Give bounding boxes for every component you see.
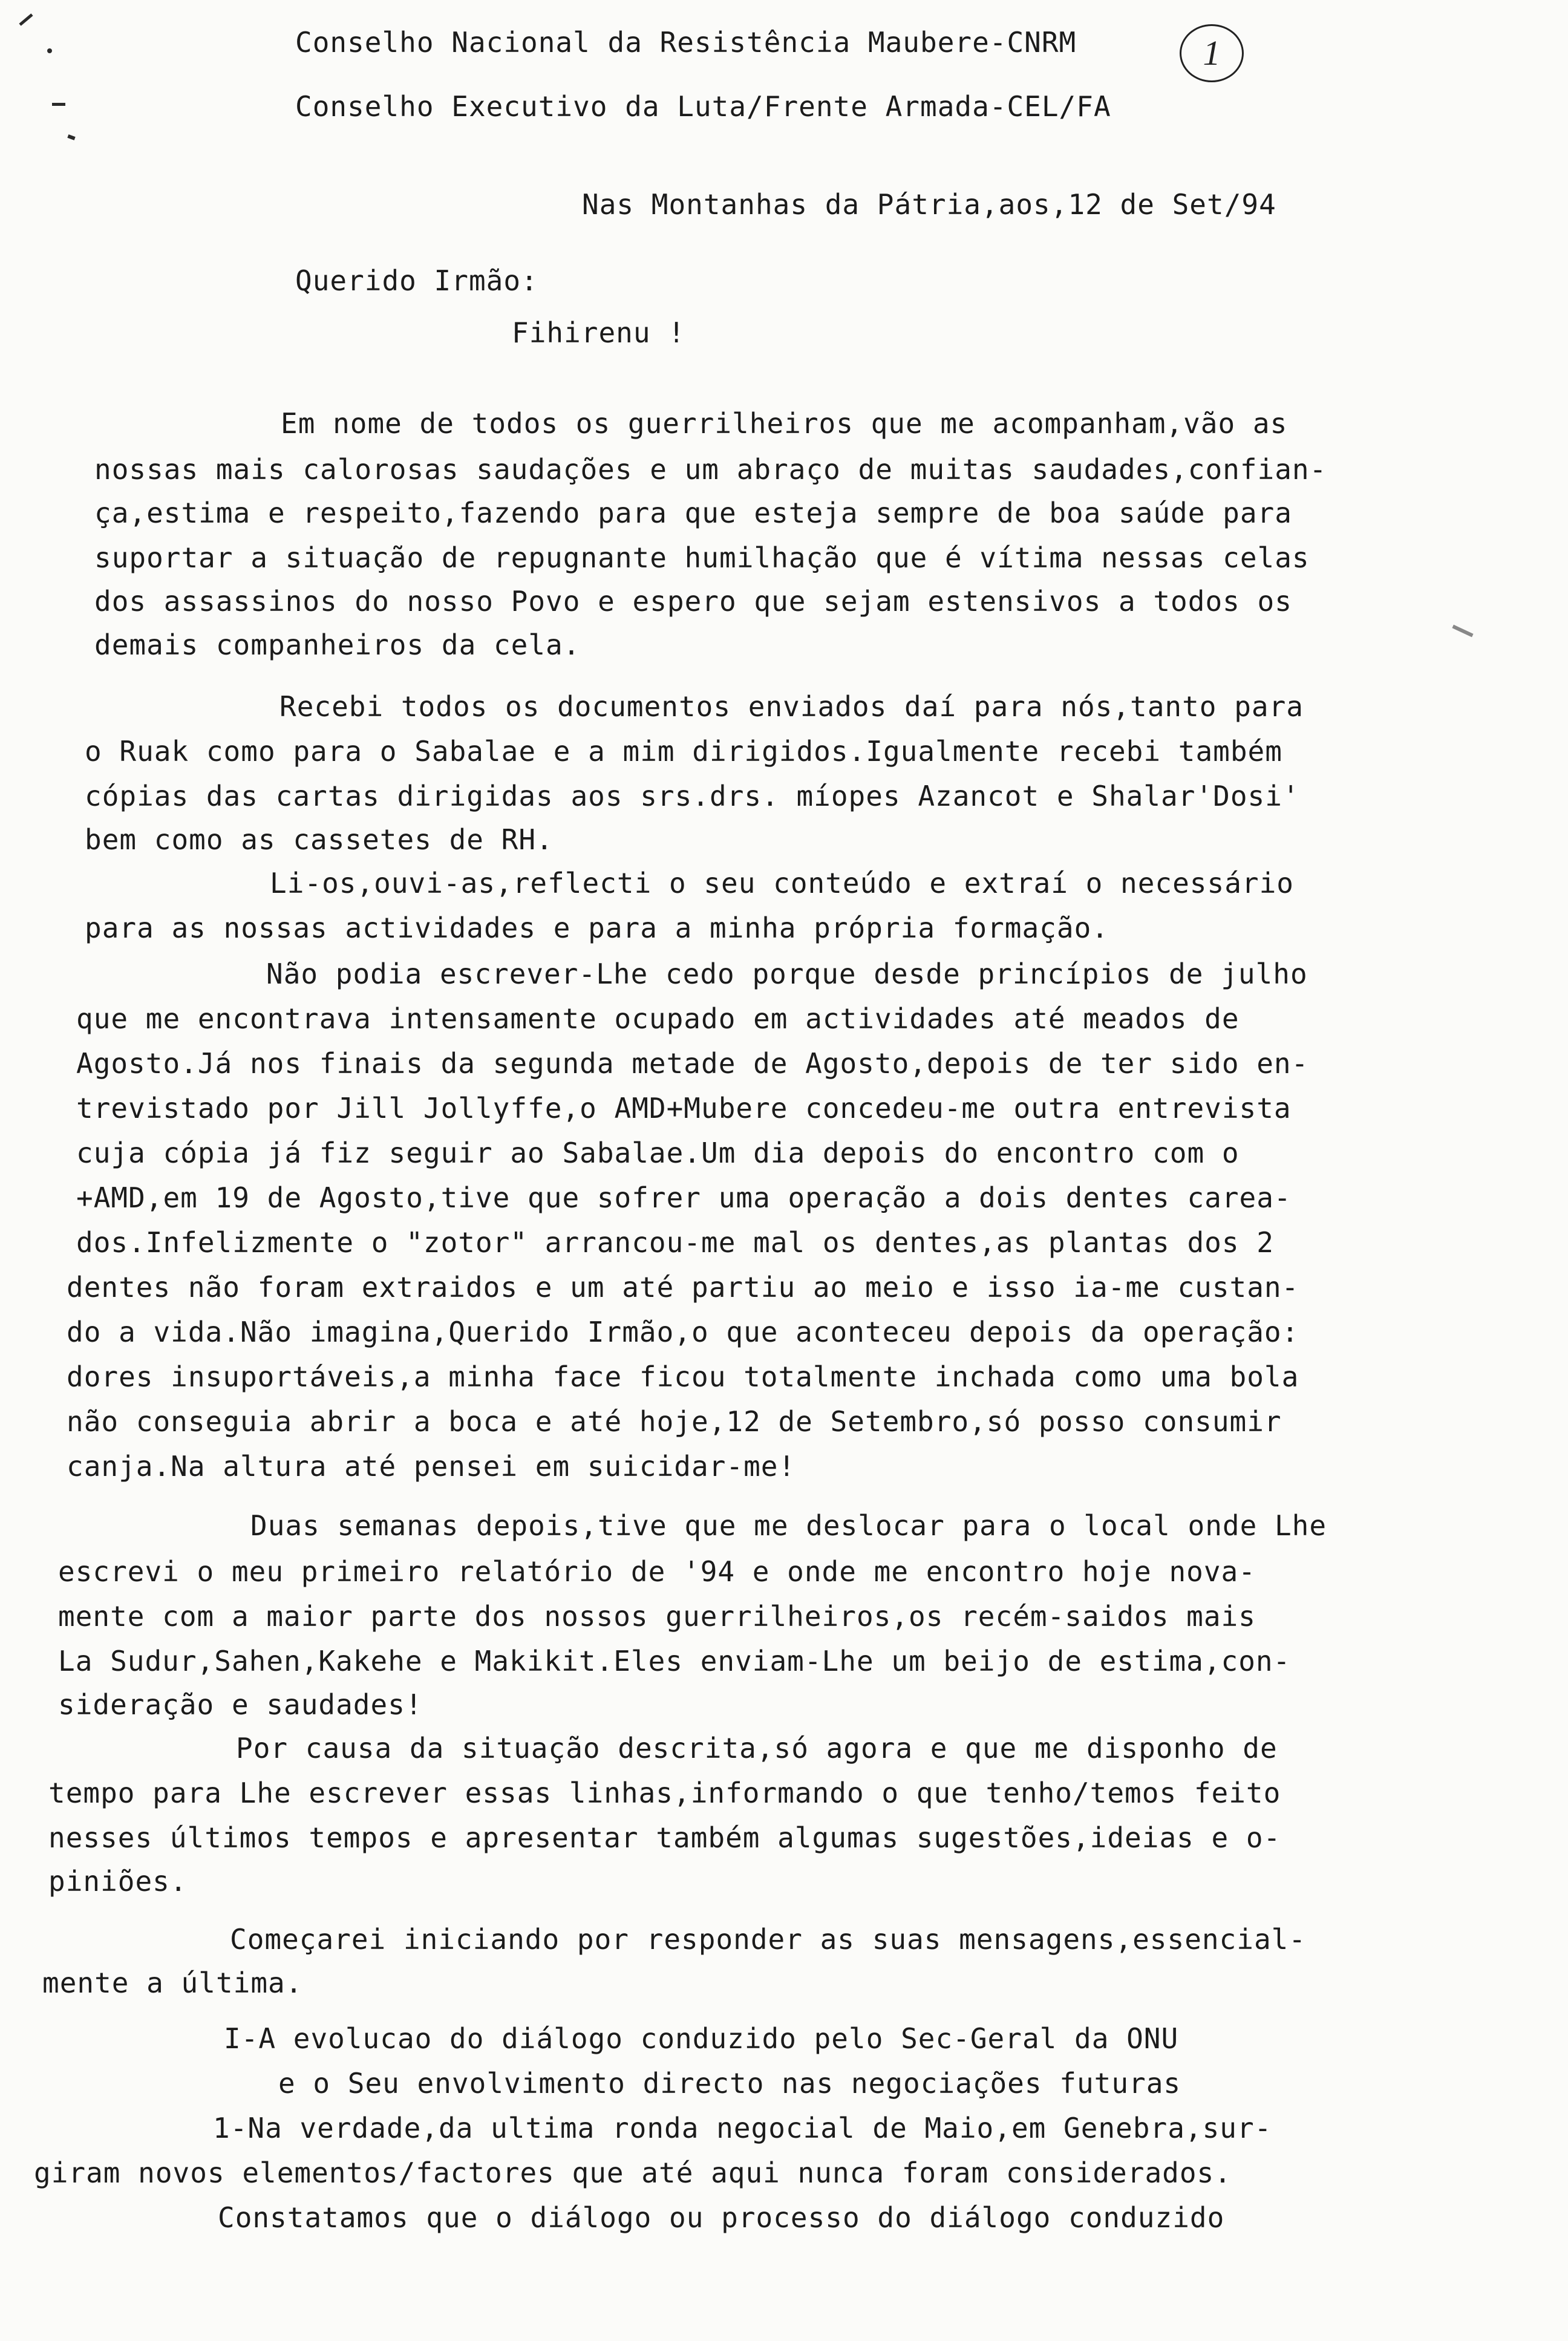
body-line: escrevi o meu primeiro relatório de '94 e onde me encontro hoje nova- [58,1555,1256,1588]
body-line: o Ruak como para o Sabalae e a mim dirigidos.Igualmente recebi também [85,735,1282,768]
body-line: não conseguia abrir a boca e até hoje,12 de Setembro,só posso consumir [67,1405,1282,1438]
body-line: sideração e saudades! [58,1688,423,1721]
scan-mark [47,48,52,53]
body-line: suportar a situação de repugnante humilhação que é vítima nessas celas [94,541,1310,574]
body-line: mente com a maior parte dos nossos guerrilheiros,os recém-saidos mais [58,1600,1256,1633]
body-line: do a vida.Não imagina,Querido Irmão,o que aconteceu depois da operação: [67,1316,1299,1348]
body-line: bem como as cassetes de RH. [85,823,554,856]
body-line: Recebi todos os documentos enviados daí para nós,tanto para [279,690,1304,723]
body-line: 1-Na verdade,da ultima ronda negocial de Maio,em Genebra,sur- [213,2112,1272,2144]
body-line: que me encontrava intensamente ocupado em actividades até meados de [76,1002,1240,1035]
scan-mark [1452,625,1473,638]
scan-mark [67,134,75,140]
body-line: La Sudur,Sahen,Kakehe e Makikit.Eles enviam-Lhe um beijo de estima,con- [58,1645,1291,1677]
body-line: piniões. [48,1865,188,1898]
salutation: Querido Irmão: [295,264,538,297]
scan-mark [52,103,65,106]
body-line: Duas semanas depois,tive que me deslocar para o local onde Lhe [250,1509,1327,1542]
header-line: Conselho Executivo da Luta/Frente Armada-CEL/FA [295,90,1111,123]
place-date: Nas Montanhas da Pátria,aos,12 de Set/94 [582,188,1276,221]
body-line: Agosto.Já nos finais da segunda metade de Agosto,depois de ter sido en- [76,1047,1309,1080]
body-line: canja.Na altura até pensei em suicidar-me! [67,1450,796,1483]
body-line: cuja cópia já fiz seguir ao Sabalae.Um dia depois do encontro com o [76,1137,1240,1169]
body-line: Li-os,ouvi-as,reflecti o seu conteúdo e extraí o necessário [270,867,1294,900]
body-line: para as nossas actividades e para a minha própria formação. [85,912,1109,944]
scan-mark [19,13,33,26]
body-line: dos assassinos do nosso Povo e espero que sejam estensivos a todos os [94,585,1292,618]
body-line: tempo para Lhe escrever essas linhas,informando o que tenho/temos feito [48,1777,1281,1809]
body-line: Começarei iniciando por responder as suas mensagens,essencial- [230,1923,1307,1956]
body-line: mente a última. [42,1967,303,1999]
section-heading: I-A evolucao do diálogo conduzido pelo Sec-Geral da ONU [224,2022,1179,2055]
body-line: ça,estima e respeito,fazendo para que esteja sempre de boa saúde para [94,497,1292,529]
body-line: Constatamos que o diálogo ou processo do diálogo conduzido [218,2201,1225,2234]
body-line: dores insuportáveis,a minha face ficou totalmente inchada como uma bola [67,1360,1299,1393]
body-line: +AMD,em 19 de Agosto,tive que sofrer uma operação a dois dentes carea- [76,1181,1292,1214]
section-heading: e o Seu envolvimento directo nas negociações futuras [278,2067,1181,2100]
body-line: dos.Infelizmente o "zotor" arrancou-me mal os dentes,as plantas dos 2 [76,1226,1274,1259]
body-line: cópias das cartas dirigidas aos srs.drs. míopes Azancot e Shalar'Dosi' [85,780,1300,812]
body-line: giram novos elementos/factores que até aqui nunca foram considerados. [34,2157,1232,2189]
body-line: dentes não foram extraidos e um até partiu ao meio e isso ia-me custan- [67,1271,1299,1304]
header-line: Conselho Nacional da Resistência Maubere-CNRM [295,26,1077,59]
body-line: demais companheiros da cela. [94,629,581,661]
page-number: 1 [1180,24,1244,82]
body-line: trevistado por Jill Jollyffe,o AMD+Mubere concedeu-me outra entrevista [76,1092,1292,1125]
body-line: nesses últimos tempos e apresentar também algumas sugestões,ideias e o- [48,1821,1281,1854]
body-line: Em nome de todos os guerrilheiros que me acompanham,vão as [281,407,1288,440]
greeting: Fihirenu ! [512,316,685,349]
body-line: Não podia escrever-Lhe cedo porque desde princípios de julho [266,958,1308,990]
body-line: nossas mais calorosas saudações e um abraço de muitas saudades,confian- [94,453,1327,486]
body-line: Por causa da situação descrita,só agora e que me disponho de [236,1732,1278,1765]
